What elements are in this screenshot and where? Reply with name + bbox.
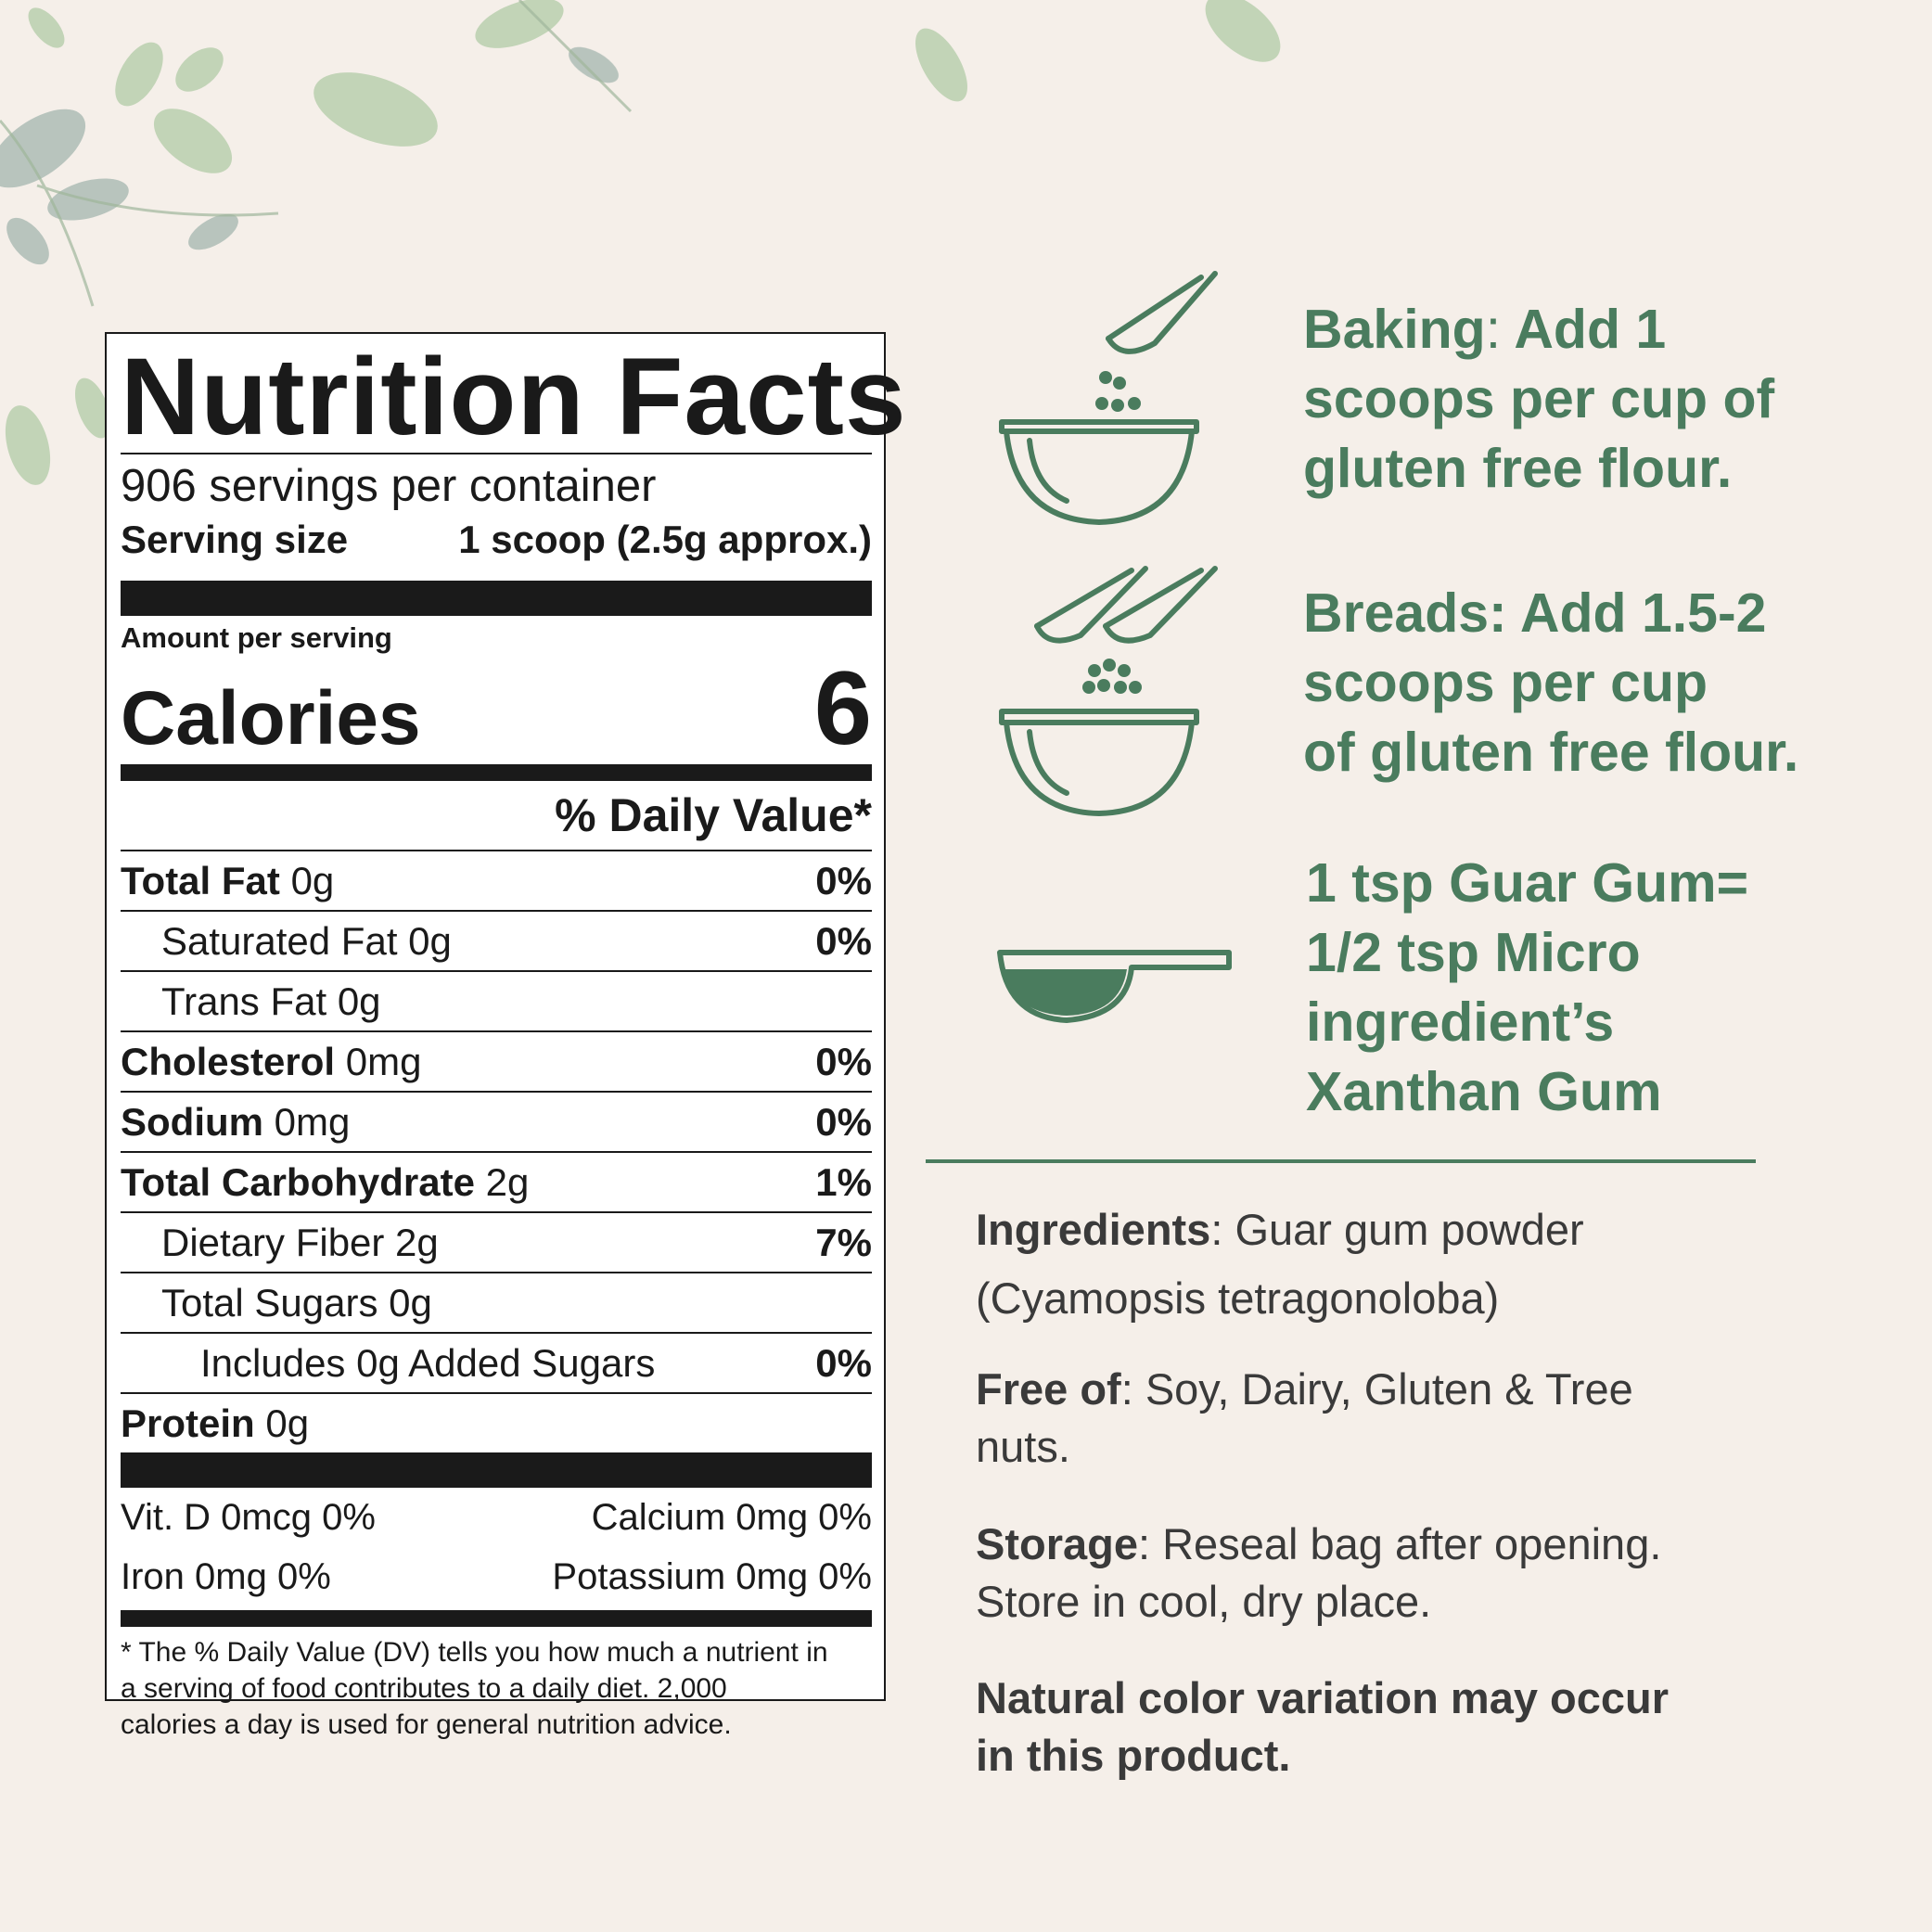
daily-value-header: % Daily Value* [555,789,872,841]
two-scoops-bowl-icon [992,561,1224,821]
potassium: Potassium 0mg 0% [552,1556,872,1597]
breads-line: of gluten free flour. [1303,722,1799,783]
scoop-bowl-icon [992,264,1224,533]
free-of-info [976,1361,1633,1476]
nutrient-dv: 7% [815,1220,872,1264]
measuring-spoon-icon [992,941,1234,1025]
nutrient-amount: 0g [290,858,335,902]
baking-key: Baking [1303,299,1486,360]
breads-instructions [1303,579,1798,787]
nutrient-row [121,1093,872,1153]
baking-line: gluten free flour. [1303,438,1733,499]
baking-instructions [1303,295,1774,504]
nutrient-row [121,1273,872,1334]
nutrient-dv: 0% [815,1039,872,1083]
nutrient-label: Total Sugars 0g [161,1280,432,1324]
nutrient-amount: 0g [265,1401,310,1445]
nutrient-row [121,1032,872,1093]
footnote-line: * The % Daily Value (DV) tells you how much a nutrient in [121,1637,828,1668]
note-line: in this product. [976,1731,1291,1780]
ingredients-line: : Guar gum powder [1210,1205,1584,1254]
storage-info [976,1516,1661,1631]
amount-per-serving: Amount per serving [121,621,392,654]
nutrient-label: Dietary Fiber 2g [161,1220,439,1264]
ingredients-line: (Cyamopsis tetragonoloba) [976,1273,1500,1323]
nutrient-amount: 2g [485,1159,530,1204]
calories-row [121,650,872,766]
nutrient-label: Cholesterol [121,1039,336,1083]
guar-line: 1/2 tsp Micro [1306,922,1641,983]
serving-size-label: Serving size [121,518,349,561]
serving-size [121,514,872,566]
nutrient-label: Total Fat [121,858,280,902]
nutrient-dv: 0% [815,1340,872,1385]
calories-label: Calories [121,676,421,761]
divider-thick [121,1452,872,1488]
nutrient-amount: 0mg [274,1099,351,1144]
ingredients-info [976,1196,1584,1333]
guar-gum-conversion [1306,849,1748,1127]
free-of-key: Free of [976,1364,1121,1414]
nutrient-dv: 0% [815,858,872,902]
vitamin-row [121,1488,872,1547]
serving-size-value: 1 scoop (2.5g approx.) [458,518,872,561]
guar-line: ingredient’s [1306,992,1615,1053]
divider-bar [121,1610,872,1627]
nutrient-label: Sodium [121,1099,263,1144]
vitamin-d: Vit. D 0mcg 0% [121,1497,376,1538]
divider-thick [121,581,872,616]
iron: Iron 0mg 0% [121,1556,331,1597]
nutrition-title: Nutrition Facts [121,336,907,458]
baking-sep: : [1485,299,1502,360]
nutrient-dv: 1% [815,1159,872,1204]
nutrient-row [121,851,872,912]
vitamin-row [121,1547,872,1606]
breads-line: scoops per cup [1303,652,1708,713]
free-of-line: nuts. [976,1422,1070,1471]
nutrient-label: Includes 0g Added Sugars [200,1340,656,1385]
baking-line: scoops per cup of [1303,368,1775,429]
section-divider [926,1159,1756,1163]
nutrient-amount: 0mg [345,1039,422,1083]
nutrient-row [121,972,872,1032]
nutrient-row [121,1334,872,1394]
guar-line: 1 tsp Guar Gum= [1306,852,1749,914]
nutrition-facts-panel [105,332,907,1740]
nutrient-row [121,912,872,972]
calories-value: 6 [813,650,872,766]
breads-line: Breads: Add 1.5-2 [1303,582,1767,644]
storage-line: : Reseal bag after opening. [1138,1519,1662,1568]
nutrient-row [121,1153,872,1213]
ingredients-key: Ingredients [976,1205,1211,1254]
free-of-line: : Soy, Dairy, Gluten & Tree [1120,1364,1633,1414]
nutrient-dv: 0% [815,1099,872,1144]
nutrient-row [121,1394,872,1452]
nutrient-label: Protein [121,1401,255,1445]
footnote-line: calories a day is used for general nutrition advice. [121,1709,732,1740]
guar-line: Xanthan Gum [1306,1061,1662,1122]
storage-key: Storage [976,1519,1138,1568]
color-variation-note [976,1670,1669,1785]
nutrient-row [121,1213,872,1273]
nutrient-label: Total Carbohydrate [121,1159,475,1204]
nutrient-label: Saturated Fat 0g [161,918,452,963]
note-line: Natural color variation may occur [976,1673,1670,1722]
servings-per-container: 906 servings per container [121,461,657,511]
nutrient-dv: 0% [815,918,872,963]
divider-bar [121,764,872,781]
calcium: Calcium 0mg 0% [591,1497,872,1538]
footnote-line: a serving of food contributes to a daily diet. 2,000 [121,1673,727,1704]
nutrient-label: Trans Fat 0g [161,979,381,1023]
storage-line: Store in cool, dry place. [976,1577,1432,1626]
baking-line: Add 1 [1501,299,1667,360]
footnote [121,1634,872,1743]
